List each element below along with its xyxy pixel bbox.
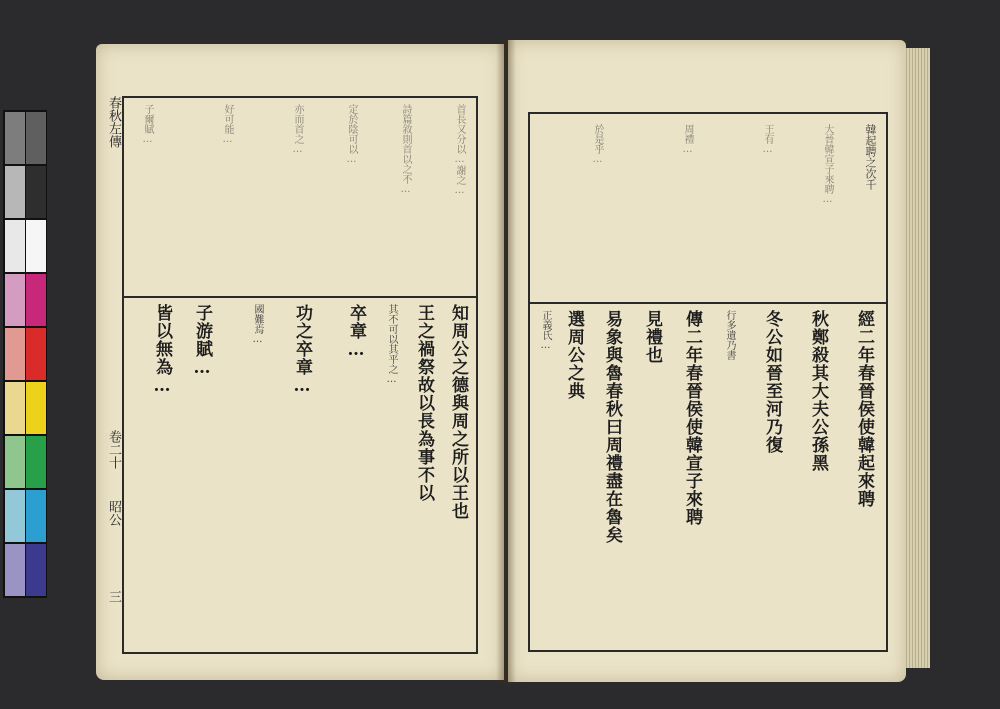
right-lower-column: 選周公之典 [564, 310, 584, 400]
right-lower-column: 冬公如晉至河乃復 [762, 310, 782, 454]
left-margin-volume: 卷二十 [106, 430, 121, 469]
left-margin-chapter: 昭公 [106, 500, 121, 526]
left-upper-column: 子爾賦… [142, 104, 153, 145]
left-lower-column: 其不可以其平之… [386, 304, 397, 385]
right-lower-column: 見禮也 [642, 310, 662, 364]
left-lower-column: 子游賦… [192, 304, 212, 379]
left-lower-column: 王之禍祭故以長為事不以 [414, 304, 434, 502]
left-upper-column: 亦而首之… [292, 104, 303, 155]
left-upper-column: 定於陰可以… [346, 104, 357, 165]
left-upper-column: 詩篇敘則首以之不… [400, 104, 411, 195]
right-divider [530, 302, 886, 304]
color-checker [3, 110, 47, 598]
left-margin-title: 春秋左傳 [106, 96, 121, 148]
left-upper-column: 好可能… [222, 104, 233, 145]
left-divider [124, 296, 476, 298]
book-gutter [496, 40, 516, 684]
left-lower-column: 知周公之德與周之所以王也 [448, 304, 468, 520]
right-upper-column: 王有… [762, 124, 773, 155]
right-upper-column: 大晉韓宣子來聘… [822, 124, 833, 205]
left-upper-column: 首長又分以…謝之… [454, 104, 465, 196]
right-lower-column: 行多遺乃書 [724, 310, 735, 360]
right-upper-column: 周禮… [682, 124, 693, 155]
right-lower-column: 經二年春晉侯使韓起來聘 [854, 310, 874, 508]
right-lower-column: 傳二年春晉侯使韓宣子來聘 [682, 310, 702, 526]
left-lower-column: 卒章… [346, 304, 366, 361]
right-header: 韓起聘之次千 [864, 124, 877, 190]
right-lower-column: 秋鄭殺其大夫公孫黑 [808, 310, 828, 472]
right-upper-column: 於是乎… [592, 124, 603, 165]
left-lower-column: 皆以無為… [152, 304, 172, 397]
left-lower-column: 功之卒章… [292, 304, 312, 397]
right-lower-column: 易象與魯春秋曰周禮盡在魯矣 [602, 310, 622, 544]
left-margin-folio: 三 [106, 590, 121, 603]
right-lower-column: 正義氏… [540, 310, 551, 351]
left-lower-column: 國難焉… [252, 304, 263, 345]
page-edges [904, 48, 930, 668]
